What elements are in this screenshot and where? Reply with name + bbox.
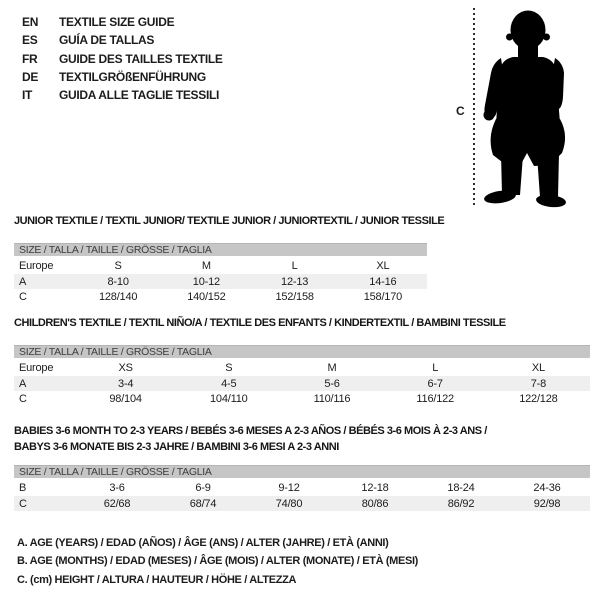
height-value: 68/74 [189, 497, 217, 510]
age-value: 6-7 [427, 377, 443, 390]
height-value: 104/110 [210, 392, 248, 405]
table-row [14, 391, 590, 406]
section-title: BABIES 3-6 MONTH TO 2-3 YEARS / BEBÉS 3-6 MESES A 2-3 AÑOS / BÉBÉS 3-6 MOIS À 2-3 ANS / [14, 425, 487, 437]
height-value: 140/152 [187, 290, 226, 303]
size-value: S [225, 362, 233, 374]
height-value: 98/104 [109, 392, 142, 405]
language-code: ES [22, 33, 38, 48]
row-label: C [19, 290, 27, 303]
children-textile-section [14, 317, 590, 406]
row-label: C [19, 497, 27, 510]
size-value: L [291, 260, 298, 272]
age-value: 24-36 [533, 482, 561, 494]
height-value: 80/86 [361, 497, 389, 510]
age-value: 5-6 [324, 377, 340, 390]
size-value: M [201, 260, 211, 272]
height-value: 74/80 [275, 497, 303, 510]
height-value: 116/122 [416, 392, 454, 405]
size-value: L [432, 362, 439, 374]
table-row [14, 258, 427, 274]
age-value: 12-18 [361, 482, 389, 494]
language-code: IT [22, 88, 33, 103]
legend-note-a: A. AGE (YEARS) / EDAD (AÑOS) / ÂGE (ANS) / ALTER (JAHRE) / ETÀ (ANNI) [17, 537, 389, 549]
section-title: CHILDREN'S TEXTILE / TEXTIL NIÑO/A / TEXTILE DES ENFANTS / KINDERTEXTIL / BAMBINI TESSILE [14, 317, 506, 329]
age-value: 9-12 [278, 482, 300, 494]
language-code: DE [22, 69, 39, 84]
babies-textile-section [14, 423, 590, 511]
size-header-bar: SIZE / TALLA / TAILLE / GRÖSSE / TAGLIA [14, 345, 590, 358]
height-value: 62/68 [103, 497, 131, 510]
height-value: 92/98 [533, 497, 561, 510]
table-row [14, 289, 427, 304]
guide-title: TEXTILE SIZE GUIDE [59, 15, 175, 29]
table-row [14, 496, 590, 511]
height-value: 158/170 [363, 290, 403, 303]
legend-notes [17, 534, 418, 589]
height-value: 152/158 [275, 290, 314, 303]
age-value: 10-12 [192, 275, 220, 288]
baby-silhouette-icon [450, 5, 575, 210]
guide-title: GUÍA DE TALLAS [59, 33, 155, 48]
table-row [14, 274, 427, 289]
age-value: 4-5 [221, 377, 237, 390]
junior-textile-section [14, 215, 445, 304]
legend-note-c: C. (cm) HEIGHT / ALTURA / HAUTEUR / HÖHE / ALTEZZA [17, 573, 297, 586]
language-code: FR [22, 51, 38, 66]
legend-note-b: B. AGE (MONTHS) / EDAD (MESES) / ÂGE (MOIS) / ALTER (MONATE) / ETÀ (MESI) [17, 555, 418, 568]
size-header-bar: SIZE / TALLA / TAILLE / GRÖSSE / TAGLIA [14, 243, 427, 256]
age-value: 14-16 [369, 275, 397, 288]
table-row [14, 480, 590, 496]
guide-title: TEXTILGRÖßENFÜHRUNG [59, 69, 206, 84]
row-label: A [19, 275, 27, 288]
size-value: XL [376, 260, 390, 272]
height-measure-label: C [456, 104, 465, 118]
size-value: M [327, 362, 337, 374]
guide-title: GUIDA ALLE TAGLIE TESSILI [59, 88, 220, 103]
age-value: 8-10 [107, 275, 129, 288]
size-value: S [114, 260, 122, 272]
language-code: EN [22, 15, 39, 29]
height-value: 128/140 [98, 290, 138, 303]
row-label: B [19, 482, 27, 494]
table-row [14, 376, 590, 391]
age-value: 3-4 [117, 377, 134, 390]
row-label: Europe [19, 260, 54, 272]
age-value: 12-13 [281, 275, 309, 288]
language-title-list [22, 13, 223, 104]
height-value: 86/92 [447, 497, 475, 510]
age-value: 6-9 [195, 482, 211, 494]
section-title: JUNIOR TEXTILE / TEXTIL JUNIOR/ TEXTILE JUNIOR / JUNIORTEXTIL / JUNIOR TESSILE [14, 215, 445, 227]
section-title: BABYS 3-6 MONATE BIS 2-3 JAHRE / BAMBINI 3-6 MESI A 2-3 ANNI [14, 441, 339, 453]
guide-title: GUIDE DES TAILLES TEXTILE [59, 51, 223, 66]
row-label: Europe [19, 362, 54, 374]
row-label: A [19, 377, 27, 390]
size-value: XS [118, 362, 133, 374]
height-value: 122/128 [519, 392, 558, 405]
age-value: 3-6 [109, 482, 125, 494]
height-value: 110/116 [313, 392, 351, 405]
size-header-bar: SIZE / TALLA / TAILLE / GRÖSSE / TAGLIA [14, 465, 590, 478]
age-value: 18-24 [447, 482, 475, 494]
table-row [14, 360, 590, 376]
age-value: 7-8 [530, 377, 547, 390]
row-label: C [19, 392, 27, 405]
size-value: XL [531, 362, 545, 374]
